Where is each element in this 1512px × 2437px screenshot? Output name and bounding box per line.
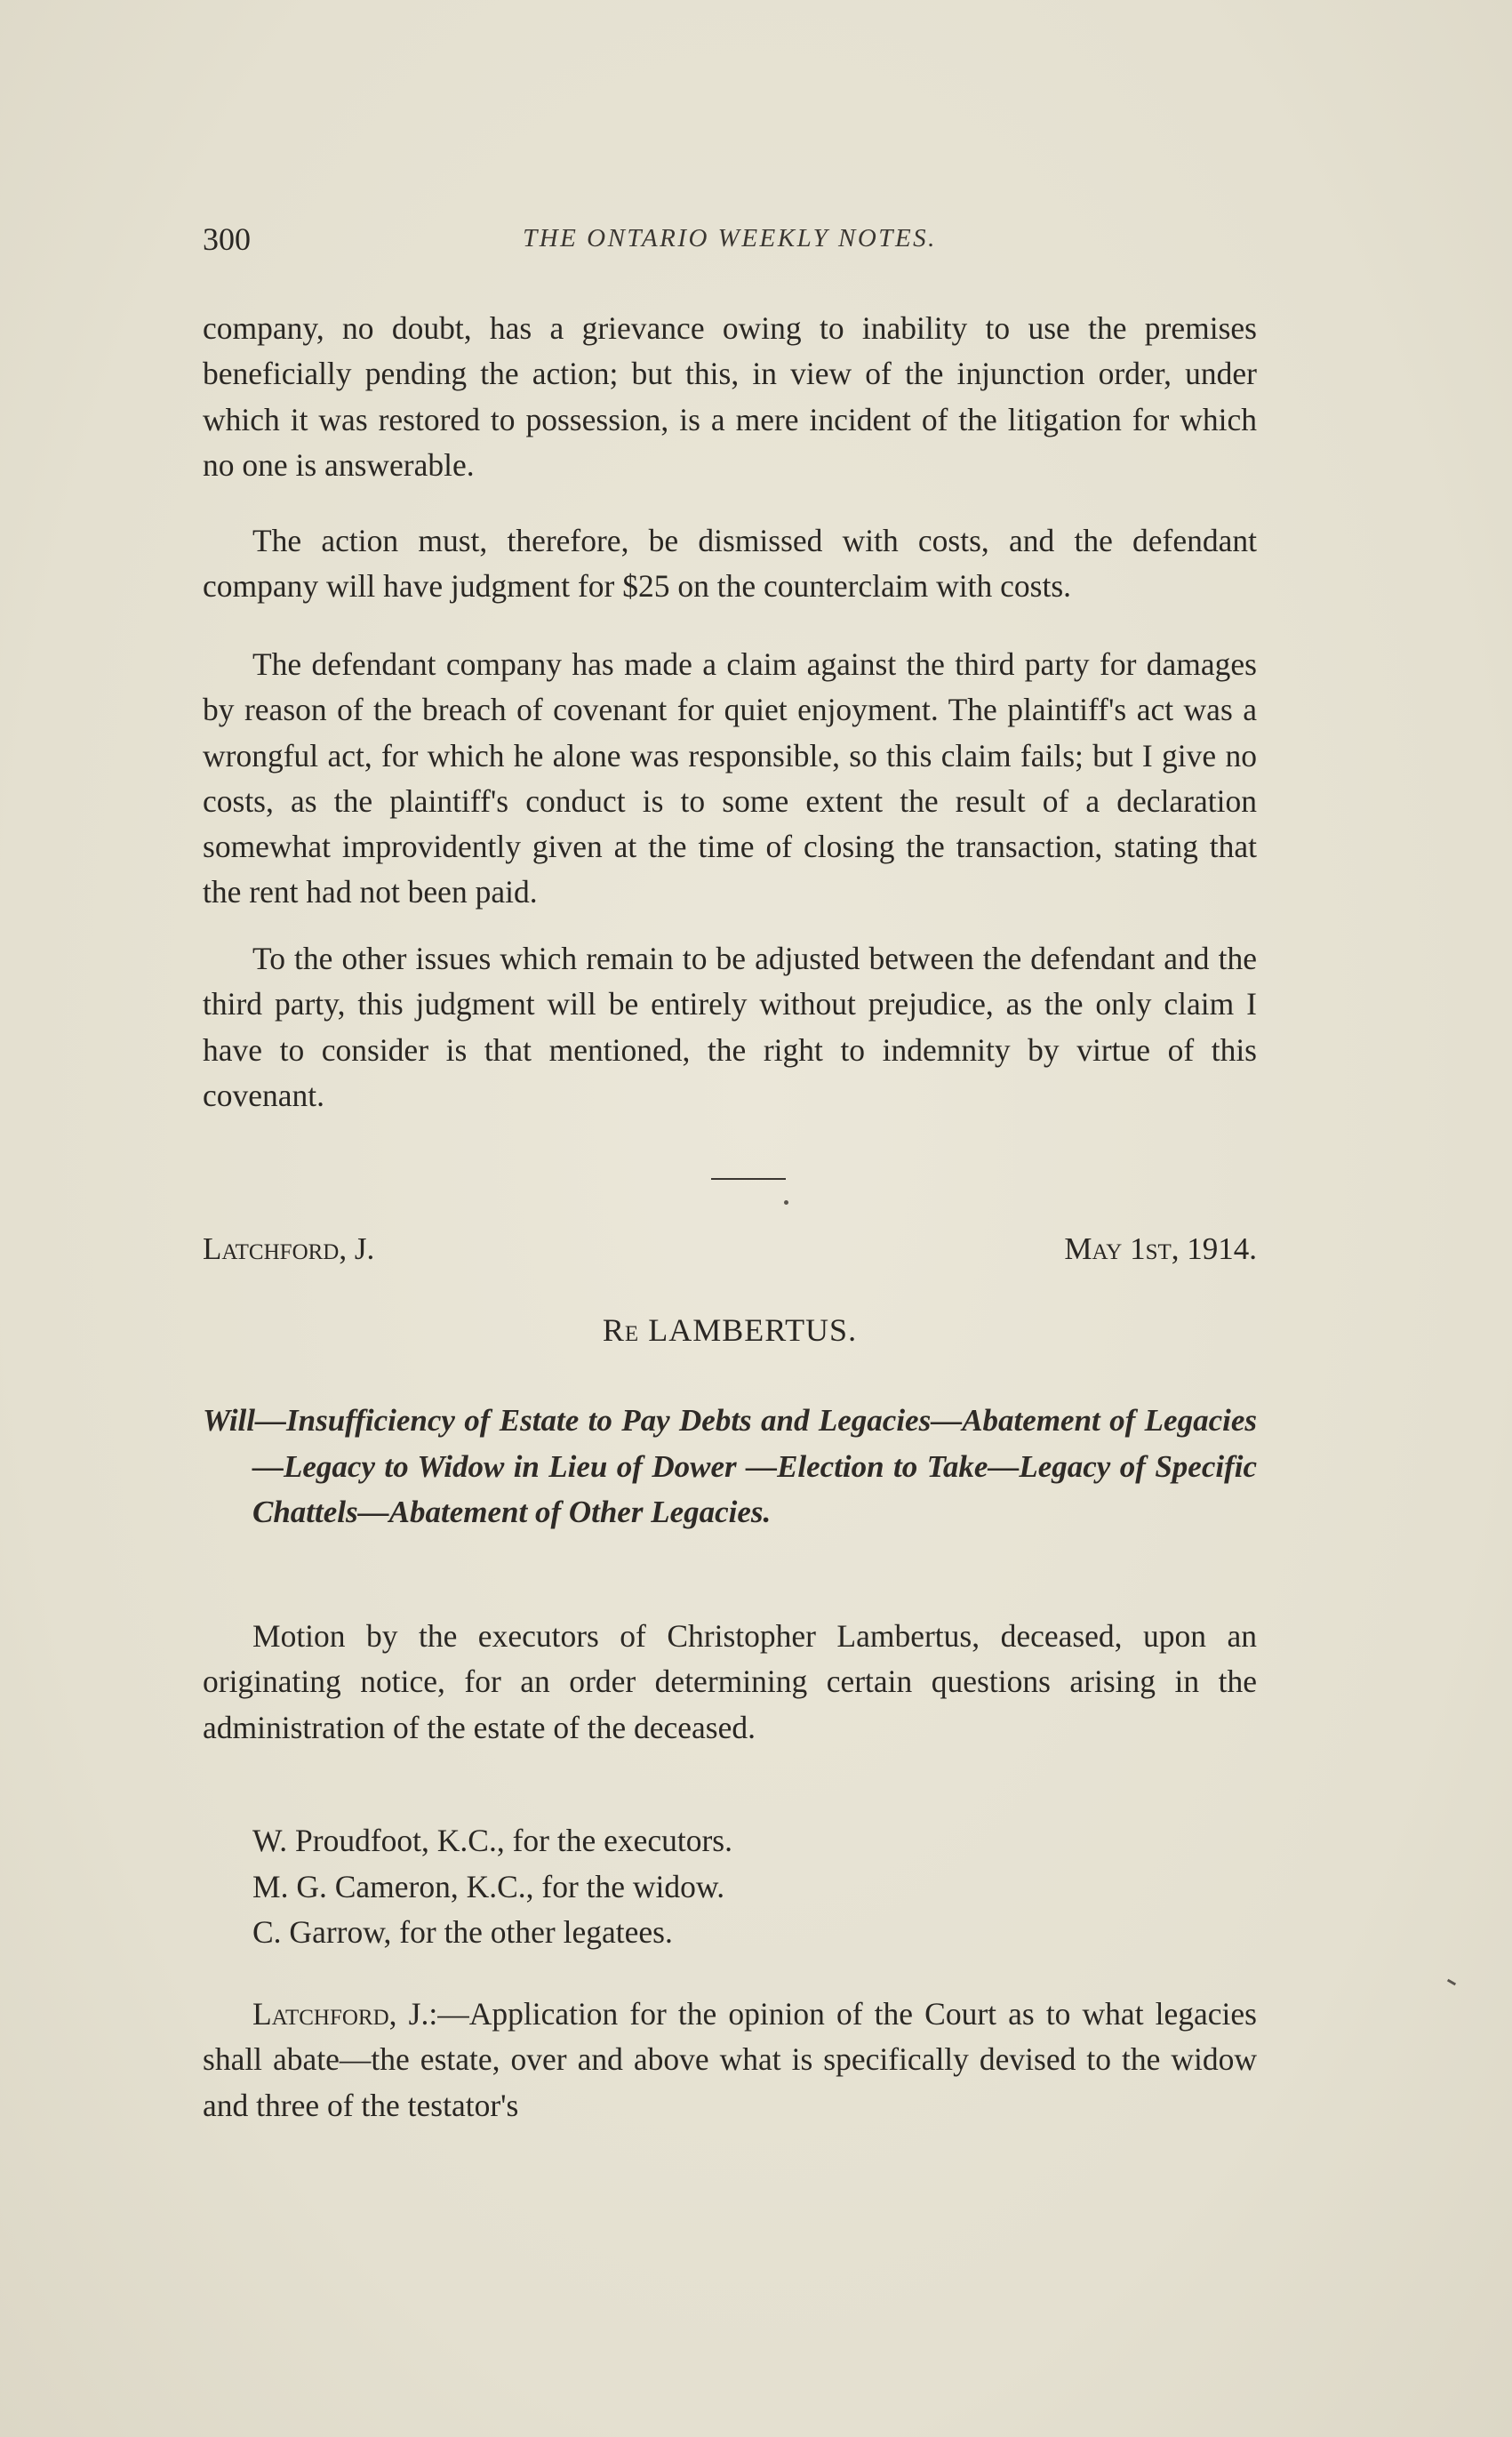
paper-speck — [784, 1200, 788, 1205]
case-title — [203, 1311, 1257, 1349]
page-header — [203, 220, 1257, 260]
paragraph-text: To the other issues which remain to be adjusted between the defendant and the third party, this judgment will be entirely without prejudice, as the only claim I have to consider is that mentioned, the right to indemnity by virtue of this covenant. — [203, 941, 1257, 1113]
judgment-paragraph — [203, 1992, 1257, 2128]
continuation-paragraph-1 — [203, 306, 1257, 488]
motion-paragraph — [203, 1614, 1257, 1751]
paragraph-text: The action must, therefore, be dismissed with costs, and the defendant company will have judgment for $25 on the counterclaim with costs. — [203, 523, 1257, 605]
judgment-judge: Latchford, J. — [252, 1996, 429, 2032]
section-divider — [711, 1178, 786, 1180]
counsel-entry: C. Garrow, for the other legatees. — [252, 1914, 673, 1950]
paper-speck — [1447, 1979, 1456, 1986]
continuation-paragraph-2 — [203, 518, 1257, 610]
judgment-body: :—Application for the opinion of the Court as to what legacies shall abate—the estate, over and above what is specifically devised to the widow and three of the testator's — [203, 1996, 1257, 2123]
case-judge-date-line — [203, 1231, 1257, 1276]
page-number: 300 — [203, 221, 251, 257]
motion-text: Motion by the executors of Christopher Lambertus, deceased, upon an originating notice, for an order determining certain questions arising in the administration of the estate of the deceased. — [203, 1618, 1257, 1745]
continuation-paragraph-3 — [203, 642, 1257, 916]
paragraph-text: company, no doubt, has a grievance owing to inability to use the premises beneficially pending the action; but this, in view of the injunction order, under which it was restored to possession, is a mere incident of the litigation for which no one is answerable. — [203, 310, 1257, 483]
counsel-entry: W. Proudfoot, K.C., for the executors. — [252, 1823, 732, 1858]
judge-name: Latchford, J. — [203, 1231, 375, 1266]
decision-date: May 1st, 1914. — [1064, 1231, 1257, 1266]
counsel-list — [252, 1818, 732, 1956]
counsel-entry: M. G. Cameron, K.C., for the widow. — [252, 1868, 725, 1904]
case-title-name: LAMBERTUS. — [648, 1312, 858, 1348]
headnote: Will—Insufficiency of Estate to Pay Debts and Legacies—Abatement of Legacies—Legacy to Widow in Lieu of Dower —Election to Take—Legacy of Specific Chattels—Abatement of Other Legacies. — [203, 1403, 1257, 1529]
continuation-paragraph-4 — [203, 936, 1257, 1118]
case-title-prefix: Re — [602, 1312, 640, 1348]
paragraph-text: The defendant company has made a claim against the third party for damages by reason of the breach of covenant for quiet enjoyment. The plaintiff's act was a wrongful act, for which he alone was responsible, so this claim fails; but I give no costs, as the plaintiff's conduct is to some extent the result of a declaration somewhat improvidently given at the time of closing the transaction, stating that the rent had not been paid. — [203, 646, 1257, 910]
judgment-text — [203, 1992, 1257, 2128]
running-title: THE ONTARIO WEEKLY NOTES. — [523, 224, 937, 253]
